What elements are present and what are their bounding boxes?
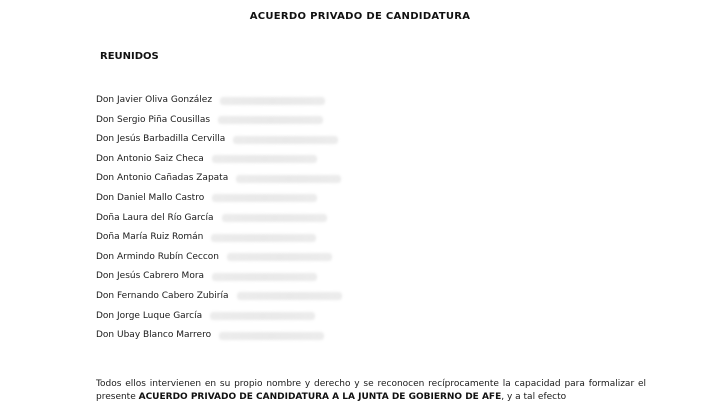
party-name: Don Jesús Cabrero Mora bbox=[96, 271, 205, 282]
party-row bbox=[96, 171, 396, 191]
party-row bbox=[96, 269, 396, 289]
intro-paragraph bbox=[96, 378, 646, 403]
section-heading-reunidos: REUNIDOS bbox=[100, 51, 159, 62]
party-name: Doña María Ruiz Román bbox=[96, 232, 204, 243]
party-row bbox=[96, 132, 396, 152]
redacted-info bbox=[210, 312, 315, 320]
redacted-info bbox=[237, 292, 342, 300]
party-row bbox=[96, 230, 396, 250]
paragraph-bold-agreement: ACUERDO PRIVADO DE CANDIDATURA A LA JUNTA DE GOBIERNO DE AFE bbox=[138, 391, 502, 402]
redacted-info bbox=[212, 194, 317, 202]
party-row bbox=[96, 289, 396, 309]
paragraph-text-start: Todos ellos intervienen en su propio nombre y derecho y se reconocen recíprocamente la capacidad para formalizar el presente bbox=[96, 379, 646, 402]
document-title: ACUERDO PRIVADO DE CANDIDATURA bbox=[249, 11, 471, 22]
party-row bbox=[96, 191, 396, 211]
redacted-info bbox=[222, 214, 327, 222]
redacted-info bbox=[219, 332, 324, 340]
party-name: Don Sergio Piña Cousillas bbox=[96, 114, 211, 125]
party-row bbox=[96, 113, 396, 133]
party-name: Doña Laura del Río García bbox=[96, 212, 214, 223]
party-row bbox=[96, 250, 396, 270]
party-name: Don Jorge Luque García bbox=[96, 310, 203, 321]
party-name: Don Jesús Barbadilla Cervilla bbox=[96, 134, 226, 145]
redacted-info bbox=[220, 97, 325, 105]
redacted-info bbox=[233, 136, 338, 144]
party-name: Don Daniel Mallo Castro bbox=[96, 192, 205, 203]
party-row bbox=[96, 309, 396, 329]
party-row bbox=[96, 211, 396, 231]
party-name: Don Fernando Cabero Zubiría bbox=[96, 290, 229, 301]
party-name: Don Javier Oliva González bbox=[96, 95, 213, 105]
redacted-info bbox=[212, 273, 317, 281]
party-name: Don Antonio Saiz Checa bbox=[96, 153, 204, 164]
party-row bbox=[96, 93, 396, 113]
party-name: Don Ubay Blanco Marrero bbox=[96, 330, 212, 341]
redacted-info bbox=[227, 253, 332, 261]
redacted-info bbox=[218, 116, 323, 124]
redacted-info bbox=[211, 234, 316, 242]
paragraph-text-end: , y a tal efecto bbox=[501, 391, 567, 402]
party-name: Don Antonio Cañadas Zapata bbox=[96, 173, 229, 184]
party-row bbox=[96, 328, 396, 348]
party-list bbox=[96, 93, 396, 348]
party-row bbox=[96, 152, 396, 172]
party-name: Don Armindo Rubín Ceccon bbox=[96, 251, 220, 262]
redacted-info bbox=[212, 155, 317, 163]
redacted-info bbox=[236, 175, 341, 183]
